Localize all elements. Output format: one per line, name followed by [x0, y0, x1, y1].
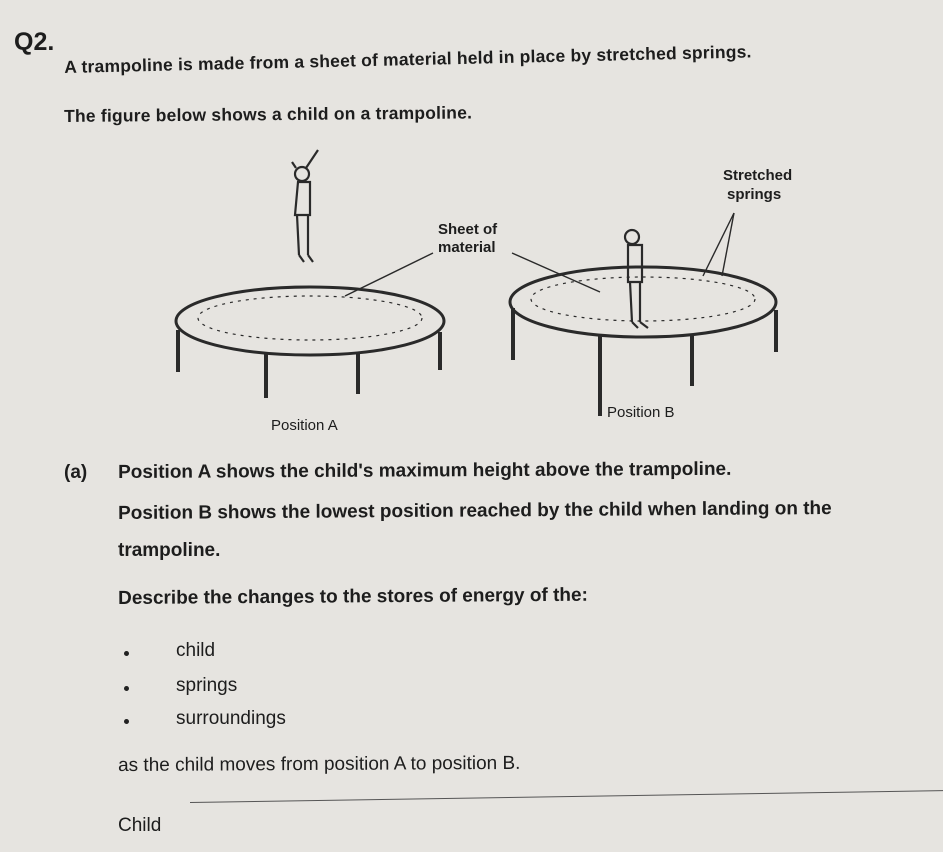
child-position-a	[292, 150, 318, 262]
part-a-line-3: trampoline.	[118, 540, 221, 561]
bullet-surroundings: surroundings	[176, 708, 286, 729]
label-sheet-line1: Sheet of	[438, 221, 498, 238]
part-a-line-1: Position A shows the child's maximum height above the trampoline.	[118, 458, 732, 483]
part-a-closing: as the child moves from position A to position B.	[118, 752, 521, 776]
trampoline-b-illustration	[510, 267, 776, 416]
part-a-line-2: Position B shows the lowest position reached by the child when landing on the	[118, 498, 832, 524]
bullet-springs: springs	[176, 675, 238, 696]
label-sheet-line2: material	[438, 239, 496, 256]
intro-line-1: A trampoline is made from a sheet of material held in place by stretched springs.	[64, 41, 752, 77]
label-springs-line2: springs	[727, 186, 782, 203]
trampoline-a-illustration	[176, 287, 444, 398]
bullet-dot	[124, 651, 129, 656]
child-position-b	[625, 230, 648, 328]
answer-label-child: Child	[118, 815, 162, 836]
bullet-dot	[124, 686, 129, 691]
intro-line-2: The figure below shows a child on a trampoline.	[64, 102, 473, 126]
part-a-instruction: Describe the changes to the stores of energy of the:	[118, 584, 588, 609]
part-a-label: (a)	[64, 462, 88, 483]
question-number: Q2.	[14, 28, 55, 56]
bullet-child: child	[176, 640, 216, 661]
label-springs-line1: Stretched	[723, 167, 793, 184]
position-a-label: Position A	[271, 417, 338, 434]
position-b-label: Position B	[607, 404, 675, 421]
bullet-dot	[124, 719, 129, 724]
